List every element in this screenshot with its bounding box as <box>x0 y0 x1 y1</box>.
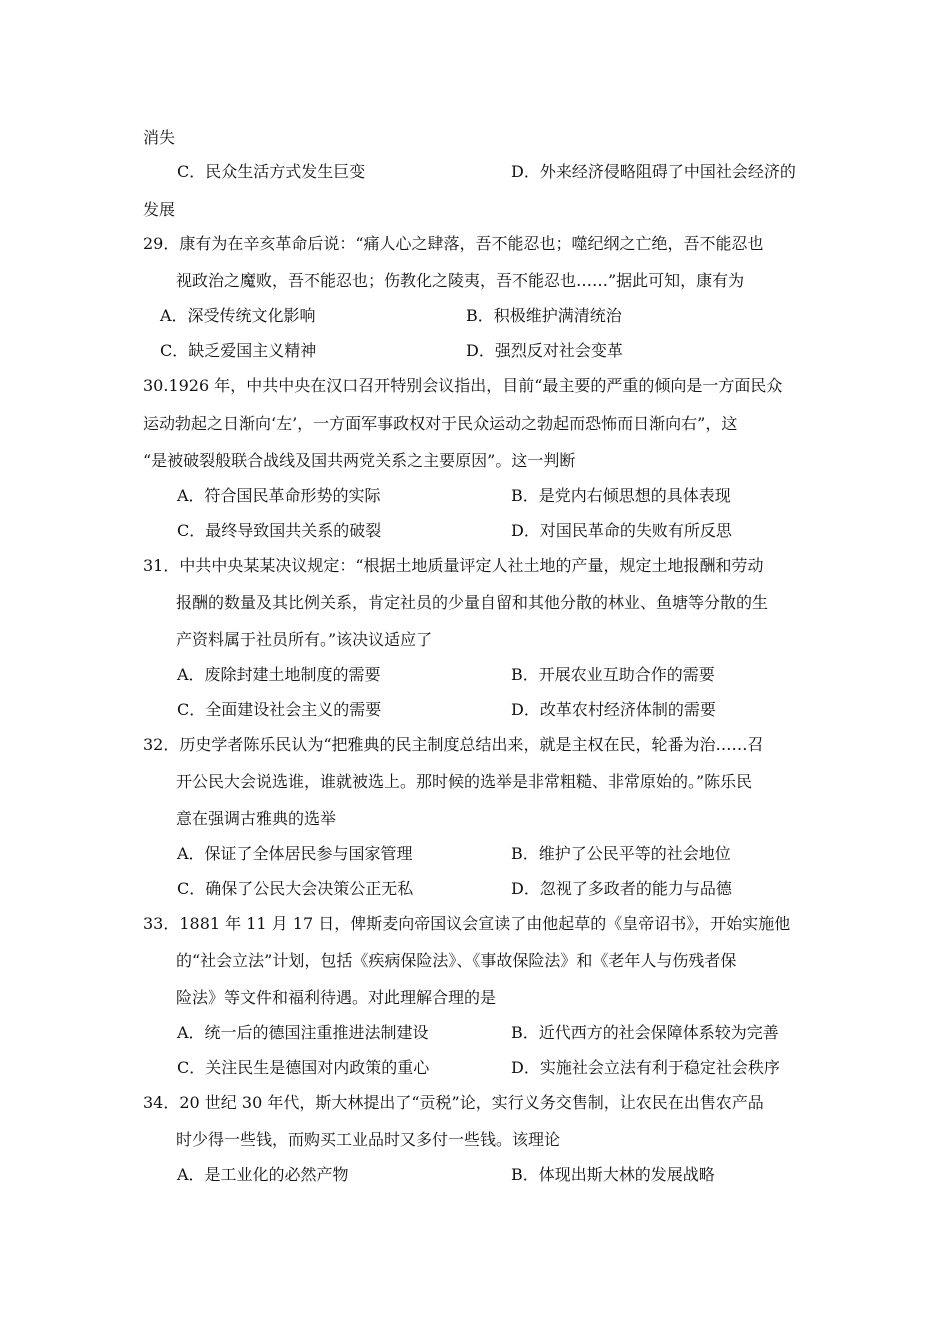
option-b: B．维护了公民平等的社会地位 <box>511 844 731 863</box>
question-stem: 时少得一些钱，而购买工业品时又多付一些钱。该理论 <box>176 1130 561 1149</box>
question-stem: 报酬的数量及其比例关系，肯定社员的少量自留和其他分散的林业、鱼塘等分散的生 <box>176 593 769 612</box>
question-stem: 视政治之魔败，吾不能忍也；伤教化之陵夷，吾不能忍也……”据此可知，康有为 <box>176 271 745 290</box>
question-stem: 运动勃起之日渐向‘左’，一方面军事政权对于民众运动之勃起而恐怖而日渐向右”，这 <box>143 414 738 433</box>
option-c: C．全面建设社会主义的需要 <box>177 700 382 719</box>
option-c: C．民众生活方式发生巨变 <box>177 162 366 181</box>
option-a: A．是工业化的必然产物 <box>177 1165 349 1184</box>
continued-text: 消失 <box>143 128 176 147</box>
question-stem: 的“社会立法”计划，包括《疾病保险法》、《事故保险法》和《老年人与伤残者保 <box>176 951 737 970</box>
option-a: A．保证了全体居民参与国家管理 <box>177 844 413 863</box>
question-stem: 30.1926 年，中共中央在汉口召开特别会议指出，目前“最主要的严重的倾向是一方面民众 <box>143 376 783 395</box>
question-stem: 29．康有为在辛亥革命后说：“痛人心之肆落，吾不能忍也；噬纪纲之亡绝，吾不能忍也 <box>143 234 764 253</box>
option-a: A．深受传统文化影响 <box>160 306 316 325</box>
question-stem: 意在强调古雅典的选举 <box>176 809 337 828</box>
question-stem: 产资料属于社员所有。”该决议适应了 <box>176 630 433 649</box>
option-c: C．最终导致国共关系的破裂 <box>177 521 382 540</box>
option-d: D．改革农村经济体制的需要 <box>511 700 716 719</box>
option-d: D．对国民革命的失败有所反思 <box>511 521 732 540</box>
question-stem: 开公民大会说选谁，谁就被选上。那时候的选举是非常粗糙、非常原始的。”陈乐民 <box>176 772 753 791</box>
option-c: C．关注民生是德国对内政策的重心 <box>177 1058 430 1077</box>
option-b: B．是党内右倾思想的具体表现 <box>511 486 731 505</box>
option-d: D．强烈反对社会变革 <box>466 341 623 360</box>
option-b: B．开展农业互助合作的需要 <box>511 665 715 684</box>
option-d: D．实施社会立法有利于稳定社会秩序 <box>511 1058 780 1077</box>
option-c: C．确保了公民大会决策公正无私 <box>177 879 414 898</box>
option-d: D．外来经济侵略阻碍了中国社会经济的 <box>511 162 796 181</box>
option-c: C．缺乏爱国主义精神 <box>160 341 317 360</box>
option-d: D．忽视了多政者的能力与品德 <box>511 879 732 898</box>
question-stem: 34．20 世纪 30 年代，斯大林提出了“贡税”论，实行义务交售制，让农民在出售农产品 <box>143 1093 764 1112</box>
option-b: B．近代西方的社会保障体系较为完善 <box>511 1023 779 1042</box>
option-b: B．积极维护满清统治 <box>466 306 622 325</box>
question-stem: 33．1881 年 11 月 17 日，俾斯麦向帝国议会宣读了由他起草的《皇帝诏书》，开始实施他 <box>143 914 791 933</box>
question-stem: 险法》等文件和福利待遇。对此理解合理的是 <box>176 988 497 1007</box>
option-a: A．废除封建土地制度的需要 <box>177 665 381 684</box>
option-a: A．统一后的德国注重推进法制建设 <box>177 1023 429 1042</box>
question-stem: 32．历史学者陈乐民认为“把雅典的民主制度总结出来，就是主权在民，轮番为治……召 <box>143 735 764 754</box>
continued-text: 发展 <box>143 200 176 219</box>
option-a: A．符合国民革命形势的实际 <box>177 486 381 505</box>
question-stem: 31．中共中央某某决议规定：“根据土地质量评定人社土地的产量，规定土地报酬和劳动 <box>143 556 764 575</box>
question-stem: “是被破裂般联合战线及国共两党关系之主要原因”。这一判断 <box>143 451 576 470</box>
option-b: B．体现出斯大林的发展战略 <box>511 1165 715 1184</box>
